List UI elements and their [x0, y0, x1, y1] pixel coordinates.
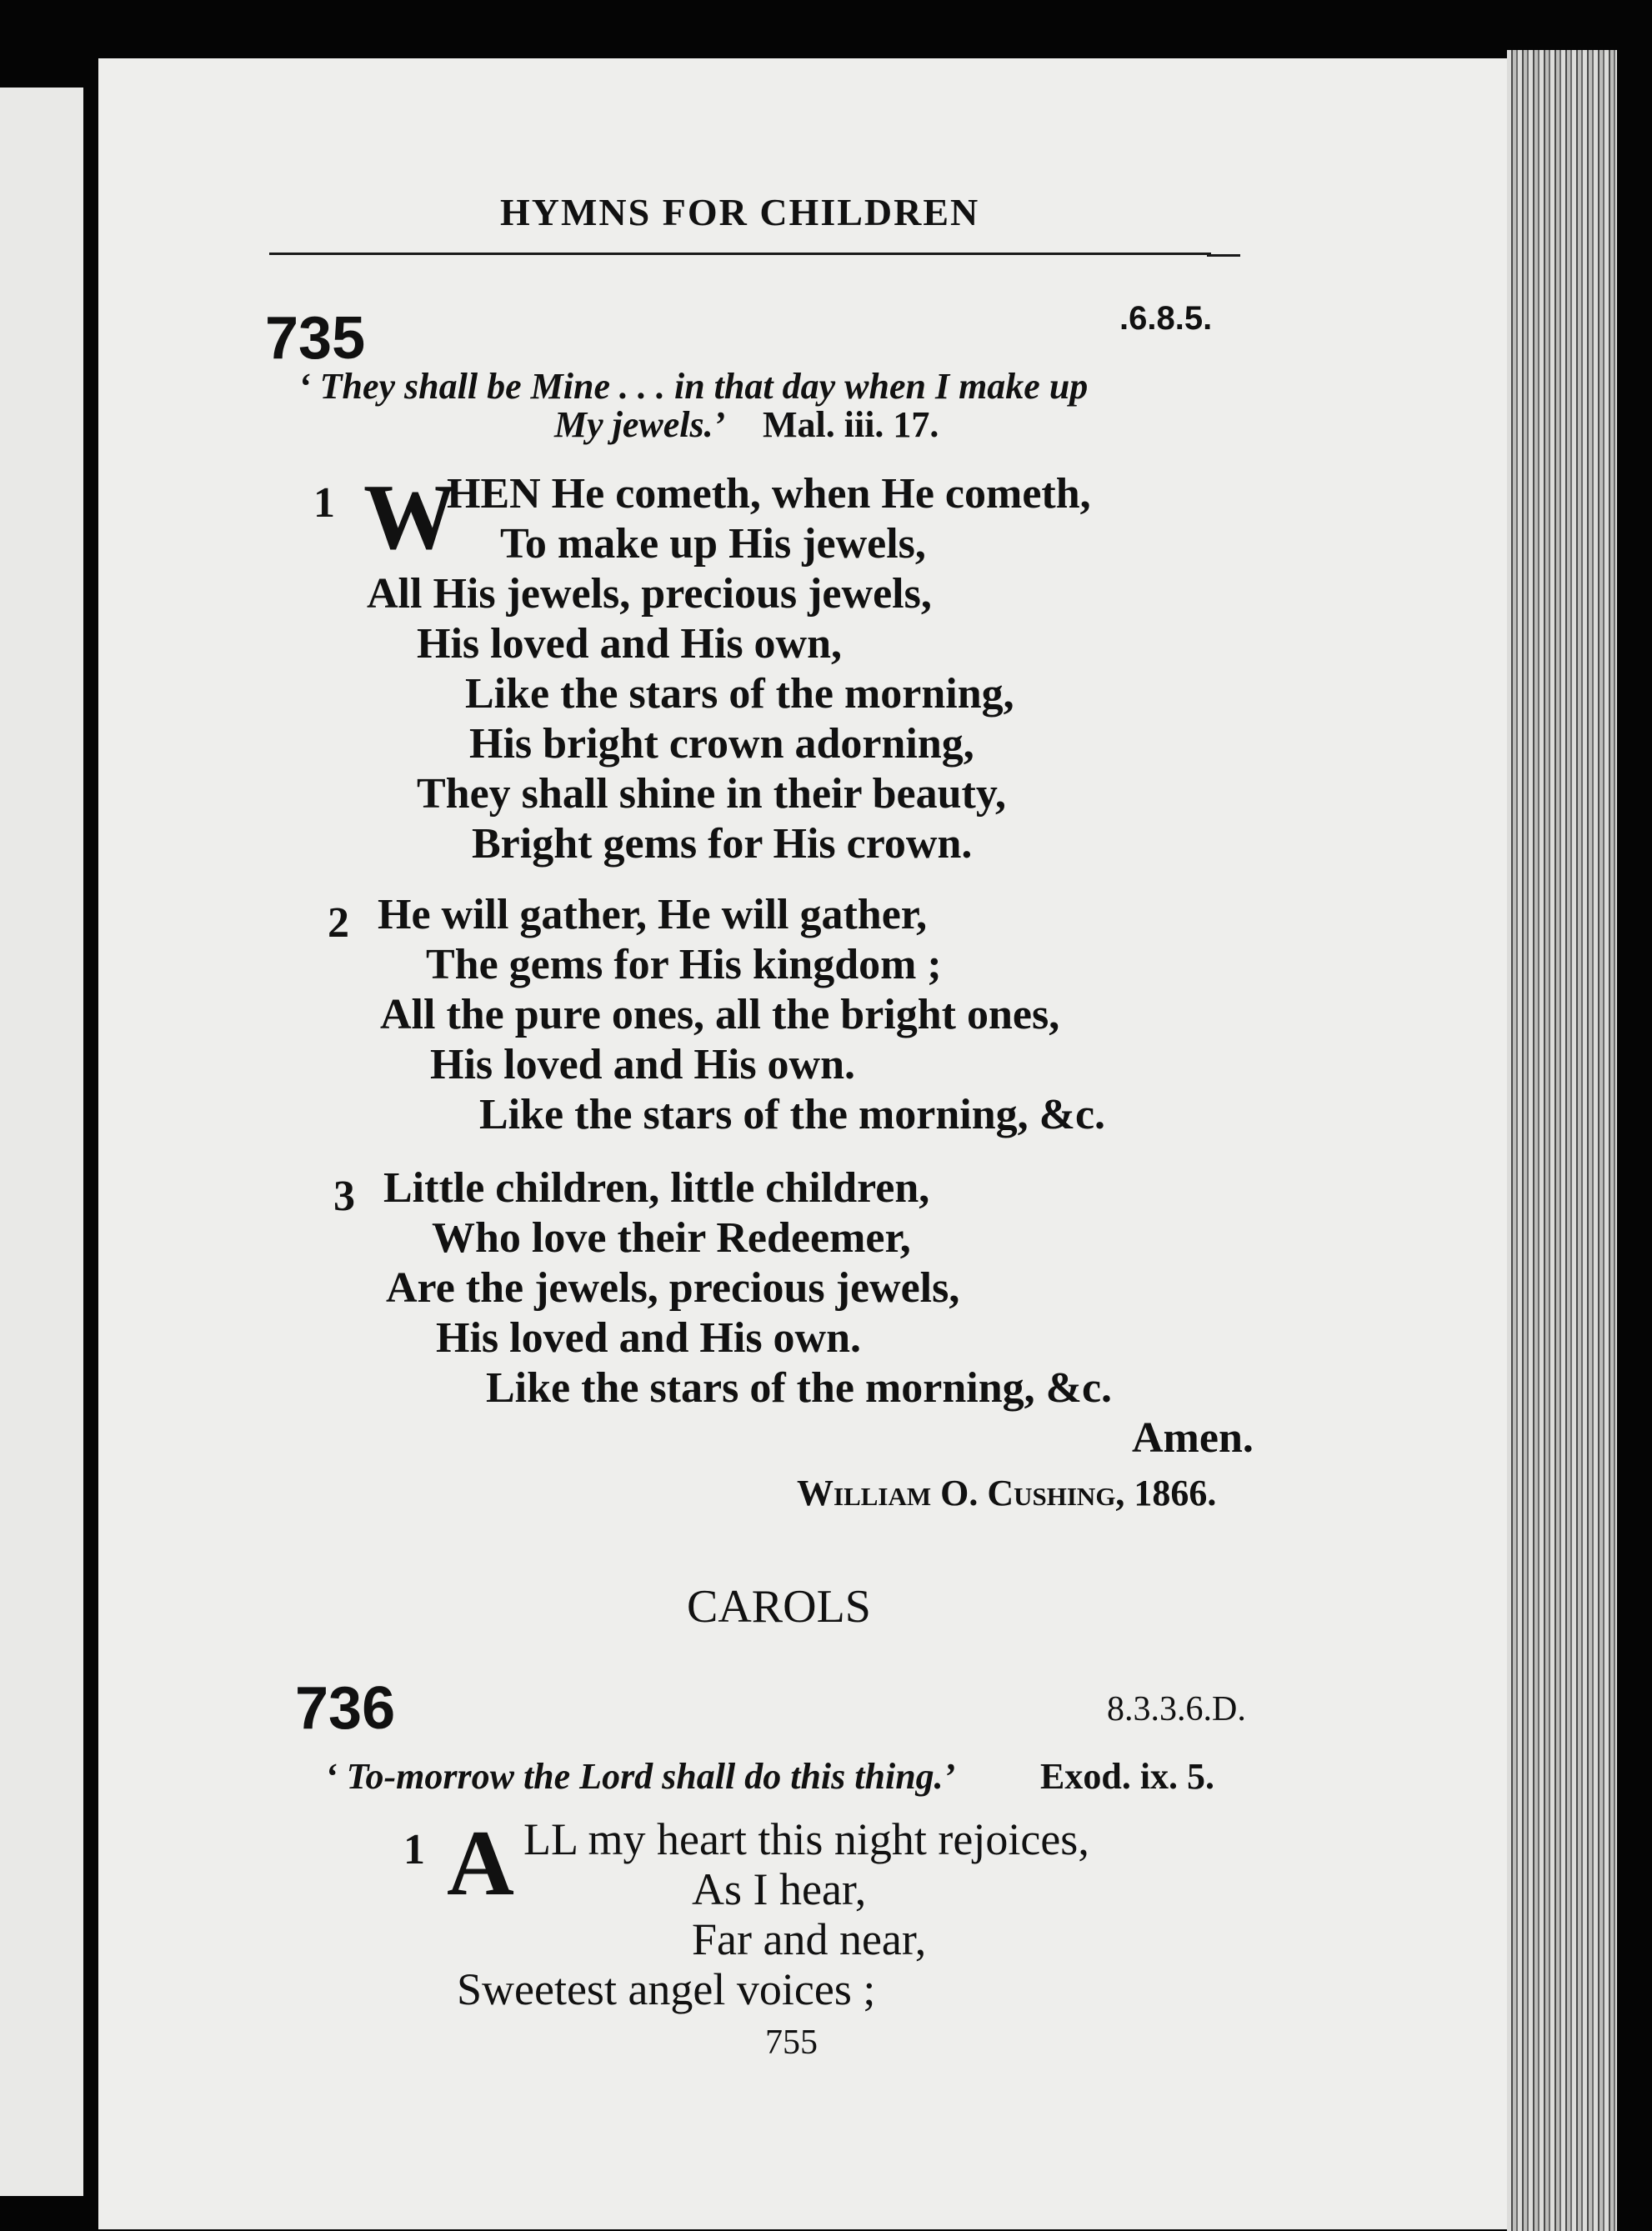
verse-line: Like the stars of the morning,	[465, 670, 1014, 718]
verse-line: Sweetest angel voices ;	[457, 1964, 876, 2014]
amen: Amen.	[1132, 1414, 1254, 1462]
verse-number: 1	[403, 1826, 425, 1873]
verse-line: His loved and His own,	[417, 620, 843, 668]
hymn-736-meter: 8.3.3.6.D.	[1107, 1690, 1246, 1728]
verse-line: His bright crown adorning,	[469, 720, 974, 768]
hymn-735-epigraph-line2-italic: My jewels.’	[554, 404, 726, 445]
verse-line: He will gather, He will gather,	[378, 891, 928, 938]
verse-line: His loved and His own.	[436, 1314, 862, 1362]
hymn-author: William O. Cushing, 1866.	[797, 1473, 1217, 1513]
drop-capital: W	[363, 466, 457, 569]
verse-line: Who love their Redeemer,	[432, 1214, 911, 1262]
hymn-number-735: 735	[265, 305, 366, 372]
header-rule	[269, 253, 1211, 255]
verse-line: His loved and His own.	[430, 1041, 856, 1088]
verse-line: Bright gems for His crown.	[472, 820, 973, 868]
running-header: HYMNS FOR CHILDREN	[500, 191, 980, 233]
verse-line: All His jewels, precious jewels,	[367, 570, 932, 618]
section-heading: CAROLS	[687, 1581, 871, 1633]
verse-number: 3	[333, 1173, 355, 1220]
verse-line: LL my heart this night rejoices,	[523, 1814, 1089, 1864]
hymn-735-epigraph-reference: Mal. iii. 17.	[763, 404, 939, 445]
hymn-736-epigraph: ‘ To-morrow the Lord shall do this thing.’	[325, 1756, 956, 1797]
page-number: 755	[765, 2023, 818, 2062]
verse-number: 2	[328, 899, 349, 947]
verse-line: As I hear,	[692, 1864, 867, 1914]
verse-line: All the pure ones, all the bright ones,	[380, 991, 1060, 1038]
book-page	[98, 58, 1507, 2229]
verse-line: Little children, little children,	[383, 1164, 930, 1212]
header-rule-tail	[1207, 254, 1240, 257]
verse-line: Are the jewels, precious jewels,	[386, 1264, 960, 1312]
verse-line: HEN He cometh, when He cometh,	[447, 470, 1091, 518]
facing-page-edge	[0, 88, 83, 2196]
verse-line: The gems for His kingdom ;	[426, 941, 942, 988]
verse-line: To make up His jewels,	[500, 520, 926, 568]
book-page-edges	[1507, 50, 1617, 2231]
drop-capital: A	[447, 1812, 514, 1915]
verse-line: Like the stars of the morning, &c.	[479, 1091, 1106, 1138]
hymn-number-736: 736	[295, 1675, 396, 1742]
verse-line: Like the stars of the morning, &c.	[486, 1364, 1113, 1412]
verse-line: Far and near,	[692, 1914, 927, 1964]
hymn-735-meter: .6.8.5.	[1119, 300, 1213, 337]
verse-number: 1	[313, 479, 335, 527]
verse-line: They shall shine in their beauty,	[417, 770, 1006, 818]
hymn-736-epigraph-reference: Exod. ix. 5.	[1040, 1756, 1215, 1797]
hymn-735-epigraph-line1: ‘ They shall be Mine . . . in that day when I make up	[298, 366, 1089, 407]
